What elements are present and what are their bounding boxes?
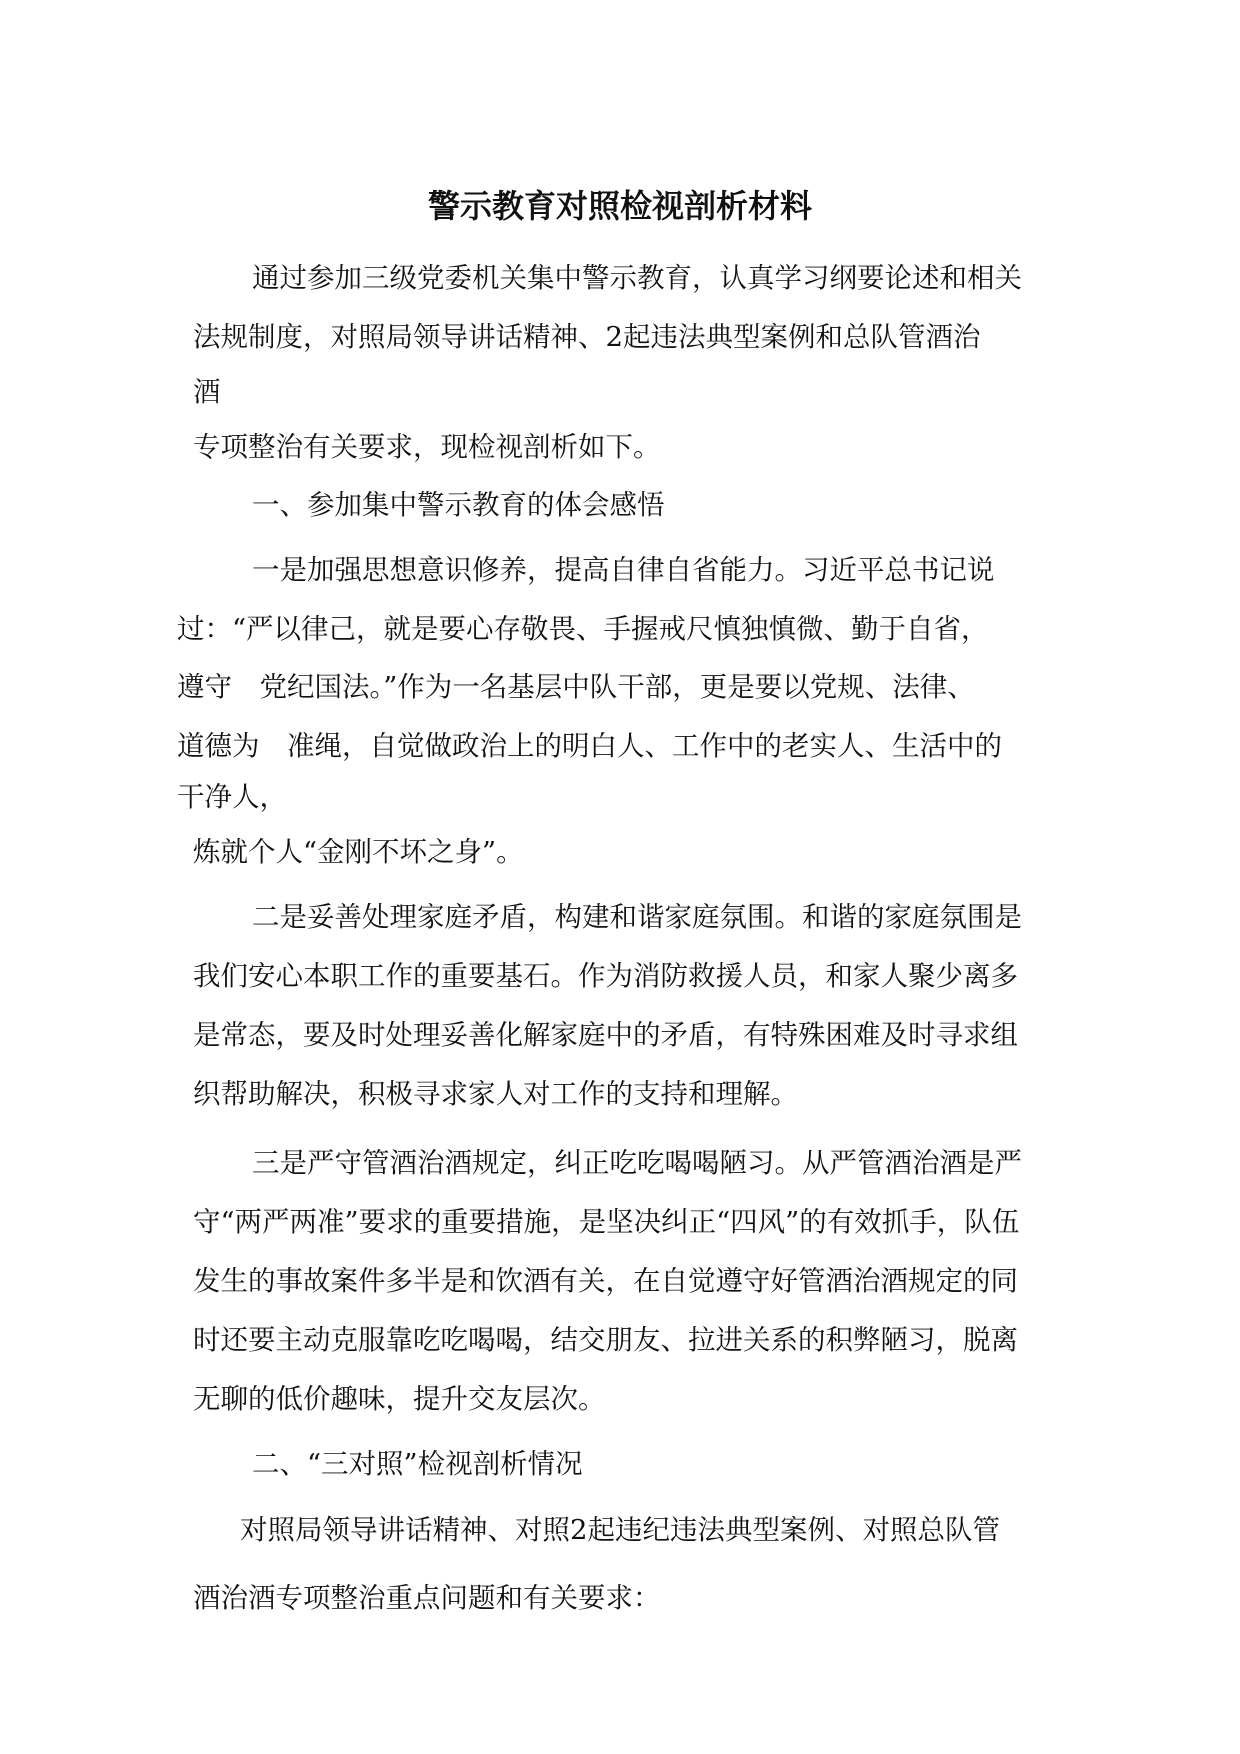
paragraph-line: 是常态，要及时处理妥善化解家庭中的矛盾，有特殊困难及时寻求组 <box>193 1019 1018 1051</box>
paragraph-line: 无聊的低价趣味，提升交友层次。 <box>193 1383 606 1415</box>
paragraph-line: 三是严守管酒治酒规定，纠正吃吃喝喝陋习。从严管酒治酒是严 <box>252 1147 1022 1179</box>
section-heading-2: 二、“三对照”检视剖析情况 <box>252 1448 583 1480</box>
paragraph-line: 道德为 准绳，自觉做政治上的明白人、工作中的老实人、生活中的 <box>177 730 1002 762</box>
paragraph-line: 干净人， <box>177 781 287 813</box>
paragraph-line: 我们安心本职工作的重要基石。作为消防救援人员，和家人聚少离多 <box>193 960 1018 992</box>
paragraph-line: 酒 <box>193 376 221 408</box>
paragraph-line: 守“两严两准”要求的重要措施，是坚决纠正“四风”的有效抓手，队伍 <box>193 1206 1020 1238</box>
paragraph-line: 法规制度，对照局领导讲话精神、2起违法典型案例和总队管酒治 <box>193 321 981 353</box>
paragraph-line: 炼就个人“金刚不坏之身”。 <box>193 836 524 868</box>
paragraph-line: 发生的事故案件多半是和饮酒有关，在自觉遵守好管酒治酒规定的同 <box>193 1265 1018 1297</box>
paragraph-line: 织帮助解决，积极寻求家人对工作的支持和理解。 <box>193 1078 798 1110</box>
paragraph-line: 时还要主动克服靠吃吃喝喝，结交朋友、拉进关系的积弊陋习，脱离 <box>193 1324 1018 1356</box>
paragraph-line: 酒治酒专项整治重点问题和有关要求： <box>193 1582 661 1614</box>
section-heading-1: 一、参加集中警示教育的体会感悟 <box>252 489 665 521</box>
paragraph-line: 通过参加三级党委机关集中警示教育，认真学习纲要论述和相关 <box>252 262 1022 294</box>
paragraph-line: 对照局领导讲话精神、对照2起违纪违法典型案例、对照总队管 <box>240 1514 1000 1546</box>
paragraph-line: 过：“严以律己，就是要心存敬畏、手握戒尺慎独慎微、勤于自省， <box>177 613 989 645</box>
paragraph-line: 一是加强思想意识修养，提高自律自省能力。习近平总书记说 <box>252 554 995 586</box>
paragraph-line: 二是妥善处理家庭矛盾，构建和谐家庭氛围。和谐的家庭氛围是 <box>252 901 1022 933</box>
paragraph-line: 专项整治有关要求，现检视剖析如下。 <box>193 431 661 463</box>
document-title: 警示教育对照检视剖析材料 <box>427 187 812 225</box>
paragraph-line: 遵守 党纪国法。”作为一名基层中队干部，更是要以党规、法律、 <box>177 671 975 703</box>
